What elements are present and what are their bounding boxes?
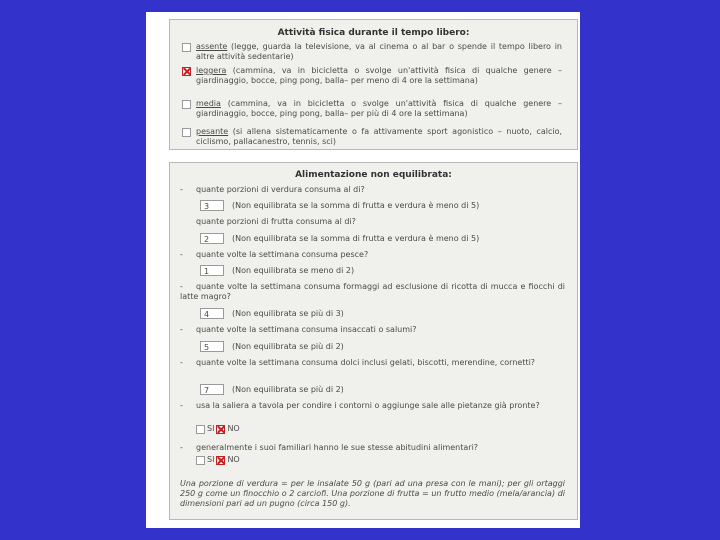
question-cold-cuts: - quante volte la settimana consuma insaccati o salumi? — [180, 325, 417, 334]
activity-desc: (legge, guarda la televisione, va al cinema o al bar o spende il tempo libero in altre attività sedentarie) — [196, 42, 562, 61]
salt-yes-checkbox[interactable] — [196, 425, 205, 434]
physical-activity-title: Attività fisica durante il tempo libero: — [277, 28, 470, 38]
question-fish: - quante volte la settimana consuma pesce? — [180, 250, 369, 259]
question-vegetables: - quante porzioni di verdura consuma al di? — [180, 185, 365, 194]
answer-note: (Non equilibrata se la somma di frutta e verdura è meno di 5) — [232, 200, 480, 210]
answer-row-fruit — [200, 233, 479, 245]
answer-row-cheese — [200, 308, 344, 320]
family-yes-no — [196, 455, 242, 466]
answer-row-fish — [200, 265, 354, 277]
activity-name: assente — [196, 42, 228, 51]
answer-row-sweets — [200, 384, 344, 396]
question-fruit: quante porzioni di frutta consuma al di? — [196, 217, 356, 226]
portion-footnote: Una porzione di verdura = per le insalate 50 g (pari ad una presa con le mani); per gli ortaggi 250 g come un finocchio o 2 carciofi. Una porzione di frutta = un frutto medio (mela/arancia) di dimensioni pari ad un pugno (circa 150 g). — [180, 479, 565, 508]
question-family-habits: - generalmente i suoi familiari hanno le sue stesse abitudini alimentari? — [180, 443, 479, 452]
activity-desc: (cammina, va in bicicletta o svolge un'attività fisica di qualche genere – giardinaggio, bocce, ping pong, balla– per più di 4 ore la settimana) — [196, 99, 562, 118]
fish-input[interactable]: 1 — [200, 265, 224, 276]
diet-title: Alimentazione non equilibrata: — [295, 170, 452, 180]
salt-no-checkbox-checked[interactable] — [216, 425, 225, 434]
physical-activity-panel — [169, 19, 578, 150]
answer-note: (Non equilibrata se meno di 2) — [232, 265, 355, 275]
checkbox-assente[interactable] — [182, 43, 191, 52]
activity-option-media[interactable] — [182, 99, 562, 119]
yes-label: SI — [207, 424, 215, 433]
activity-desc: (si allena sistematicamente o fa attivamente sport agonistico – nuoto, calcio, ciclismo, pallacanestro, tennis, sci) — [196, 127, 562, 146]
sweets-input[interactable]: 7 — [200, 384, 224, 395]
yes-label: SI — [207, 455, 215, 464]
checkbox-media[interactable] — [182, 100, 191, 109]
checkbox-leggera-checked[interactable] — [182, 67, 191, 76]
family-yes-checkbox[interactable] — [196, 456, 205, 465]
checkbox-pesante[interactable] — [182, 128, 191, 137]
no-label: NO — [227, 424, 240, 433]
answer-note: (Non equilibrata se più di 3) — [232, 308, 344, 318]
cheese-input[interactable]: 4 — [200, 308, 224, 319]
answer-row-cold-cuts — [200, 341, 344, 353]
fruit-input[interactable]: 2 — [200, 233, 224, 244]
activity-option-assente[interactable] — [182, 42, 562, 62]
diet-panel — [169, 162, 578, 520]
answer-row-vegetables — [200, 200, 479, 212]
vegetables-input[interactable]: 3 — [200, 200, 224, 211]
answer-note: (Non equilibrata se la somma di frutta e verdura è meno di 5) — [232, 233, 480, 243]
answer-note: (Non equilibrata se più di 2) — [232, 384, 344, 394]
no-label: NO — [227, 455, 240, 464]
cold-cuts-input[interactable]: 5 — [200, 341, 224, 352]
question-cheese: - quante volte la settimana consuma formaggi ad esclusione di ricotta di mucca e fiocchi di latte magro? — [180, 282, 565, 301]
activity-name: pesante — [196, 127, 229, 136]
answer-note: (Non equilibrata se più di 2) — [232, 341, 344, 351]
activity-name: media — [196, 99, 221, 108]
question-salt: - usa la saliera a tavola per condire i contorni o aggiunge sale alle pietanze già pronte? — [180, 401, 540, 410]
activity-desc: (cammina, va in bicicletta o svolge un'attività fisica di qualche genere – giardinaggio, bocce, ping pong, balla– per meno di 4 ore la settimana) — [196, 66, 562, 85]
activity-name: leggera — [196, 66, 227, 75]
salt-yes-no — [196, 424, 242, 435]
family-no-checkbox-checked[interactable] — [216, 456, 225, 465]
question-sweets: - quante volte la settimana consuma dolci inclusi gelati, biscotti, merendine, cornetti? — [180, 358, 536, 367]
activity-option-pesante[interactable] — [182, 127, 562, 147]
activity-option-leggera[interactable] — [182, 66, 562, 86]
